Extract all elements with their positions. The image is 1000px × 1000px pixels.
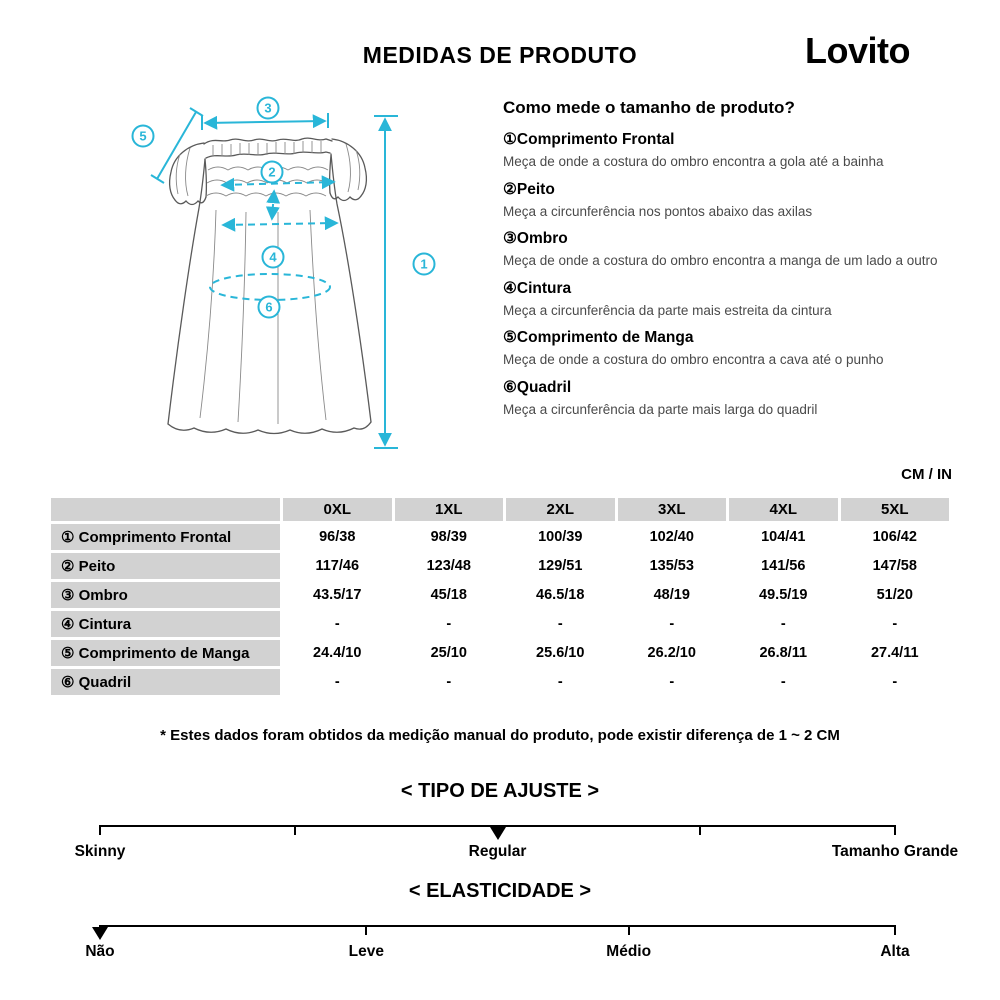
size-table	[48, 495, 952, 698]
waist-measure-line	[224, 223, 336, 225]
guide-item-desc: Meça a circunferência nos pontos abaixo das axilas	[503, 203, 813, 219]
guide-item-peito	[503, 180, 961, 222]
guide-item-title: ①Comprimento Frontal	[503, 131, 675, 148]
measuring-guide	[503, 98, 961, 419]
fit-label-tamanho-grande: Tamanho Grande	[831, 843, 959, 860]
row-label: ② Peito	[51, 553, 280, 579]
guide-item-title: ③Ombro	[503, 230, 568, 248]
size-value: 48/19	[618, 582, 727, 608]
size-value: 24.4/10	[283, 640, 392, 666]
size-value: -	[729, 611, 838, 637]
fit-label-skinny: Skinny	[74, 843, 126, 860]
guide-item-desc: Meça de onde a costura do ombro encontra a gola até a bainha	[503, 154, 884, 169]
size-value: 100/39	[506, 524, 615, 550]
fit-scale-line	[100, 825, 895, 827]
size-column-header: 3XL	[618, 498, 727, 521]
guide-item-comprimento-manga	[503, 328, 961, 370]
guide-item-quadril	[503, 378, 961, 420]
page-title: MEDIDAS DE PRODUTO	[362, 42, 638, 68]
size-value: 98/39	[395, 524, 504, 550]
svg-text:1: 1	[420, 256, 428, 272]
elasticity-label-medio: Médio	[606, 943, 652, 960]
elasticity-scale-labels	[85, 943, 910, 963]
size-value: 49.5/19	[729, 582, 838, 608]
unit-label: CM / IN	[901, 466, 952, 483]
size-value: 27.4/11	[841, 640, 950, 666]
size-value: -	[283, 611, 392, 637]
row-label: ⑤ Comprimento de Manga	[51, 640, 280, 666]
size-value: 123/48	[395, 553, 504, 579]
scale-tick	[99, 825, 101, 835]
size-value: 135/53	[618, 553, 727, 579]
table-row	[51, 553, 949, 579]
callout-sleeve	[133, 126, 154, 147]
size-column-header: 5XL	[841, 498, 950, 521]
elasticity-label-nao: Não	[85, 943, 115, 960]
table-row	[51, 640, 949, 666]
corner-cell	[51, 498, 280, 521]
elasticity-scale	[0, 880, 1000, 963]
elasticity-label-alta: Alta	[880, 943, 910, 960]
svg-text:3: 3	[264, 100, 272, 116]
elasticity-marker-icon	[92, 927, 108, 940]
size-value: 26.2/10	[618, 640, 727, 666]
size-value: 25.6/10	[506, 640, 615, 666]
table-row	[51, 582, 949, 608]
guide-heading: Como mede o tamanho de produto?	[503, 98, 795, 117]
row-label: ③ Ombro	[51, 582, 280, 608]
size-value: 26.8/11	[729, 640, 838, 666]
guide-item-comprimento-frontal	[503, 130, 961, 172]
guide-item-desc: Meça de onde a costura do ombro encontra a cava até o punho	[503, 352, 884, 368]
size-column-header: 1XL	[395, 498, 504, 521]
size-value: -	[618, 611, 727, 637]
size-value: 129/51	[506, 553, 615, 579]
size-value: -	[506, 611, 615, 637]
guide-item-desc: Meça de onde a costura do ombro encontra a manga de um lado a outro	[503, 253, 938, 269]
table-header-row	[51, 498, 949, 521]
guide-item-title: ⑤Comprimento de Manga	[503, 329, 694, 347]
guide-item-ombro	[503, 229, 961, 271]
size-value: -	[729, 669, 838, 695]
scale-tick	[365, 925, 367, 935]
fit-scale-heading: < TIPO DE AJUSTE >	[400, 780, 600, 802]
scale-tick	[894, 925, 896, 935]
shoulder-measure-line	[206, 121, 324, 123]
callout-length	[414, 254, 435, 275]
size-column-header: 4XL	[729, 498, 838, 521]
elasticity-scale-heading: < ELASTICIDADE >	[408, 880, 592, 902]
fit-type-scale	[0, 780, 1000, 863]
guide-item-title: ④Cintura	[503, 279, 572, 297]
row-label: ⑥ Quadril	[51, 669, 280, 695]
size-value: -	[618, 669, 727, 695]
size-value: 45/18	[395, 582, 504, 608]
scale-tick	[294, 825, 296, 835]
callout-chest	[262, 162, 283, 183]
table-row	[51, 524, 949, 550]
guide-item-desc: Meça a circunferência da parte mais estreita da cintura	[503, 302, 832, 318]
svg-text:5: 5	[139, 128, 147, 144]
scale-tick	[699, 825, 701, 835]
size-value: 25/10	[395, 640, 504, 666]
guide-item-desc: Meça a circunferência da parte mais larga do quadril	[503, 401, 818, 417]
size-value: 51/20	[841, 582, 950, 608]
size-value: 43.5/17	[283, 582, 392, 608]
measurement-disclaimer: * Estes dados foram obtidos da medição manual do produto, pode existir diferença de 1 ~ 2 CM	[160, 727, 840, 744]
size-value: 104/41	[729, 524, 838, 550]
brand-logo: Lovito	[805, 30, 910, 71]
chest-measure-line	[223, 182, 333, 185]
callout-waist	[263, 247, 284, 268]
size-value: 141/56	[729, 553, 838, 579]
size-value: -	[395, 669, 504, 695]
size-value: -	[841, 669, 950, 695]
guide-item-cintura	[503, 279, 961, 321]
row-label: ① Comprimento Frontal	[51, 524, 280, 550]
size-value: 106/42	[841, 524, 950, 550]
size-value: -	[506, 669, 615, 695]
guide-item-title: ②Peito	[503, 180, 555, 198]
size-value: 46.5/18	[506, 582, 615, 608]
table-row	[51, 611, 949, 637]
scale-tick	[628, 925, 630, 935]
elasticity-scale-line	[100, 925, 895, 927]
size-column-header: 2XL	[506, 498, 615, 521]
dress-measurement-diagram	[118, 96, 458, 471]
size-value: 147/58	[841, 553, 950, 579]
size-value: -	[395, 611, 504, 637]
table-row	[51, 669, 949, 695]
svg-text:6: 6	[265, 299, 273, 315]
svg-text:4: 4	[269, 249, 277, 265]
svg-text:2: 2	[268, 164, 276, 180]
callout-hip	[259, 297, 280, 318]
fit-label-regular: Regular	[468, 843, 527, 860]
row-label: ④ Cintura	[51, 611, 280, 637]
size-value: -	[283, 669, 392, 695]
size-value: 96/38	[283, 524, 392, 550]
elasticity-label-leve: Leve	[348, 943, 384, 960]
callout-shoulder	[258, 98, 279, 119]
guide-item-title: ⑥Quadril	[503, 378, 572, 396]
size-column-header: 0XL	[283, 498, 392, 521]
size-value: 102/40	[618, 524, 727, 550]
fit-scale-labels	[74, 843, 959, 863]
size-value: 117/46	[283, 553, 392, 579]
scale-tick	[894, 825, 896, 835]
size-value: -	[841, 611, 950, 637]
fit-marker-icon	[490, 827, 506, 840]
